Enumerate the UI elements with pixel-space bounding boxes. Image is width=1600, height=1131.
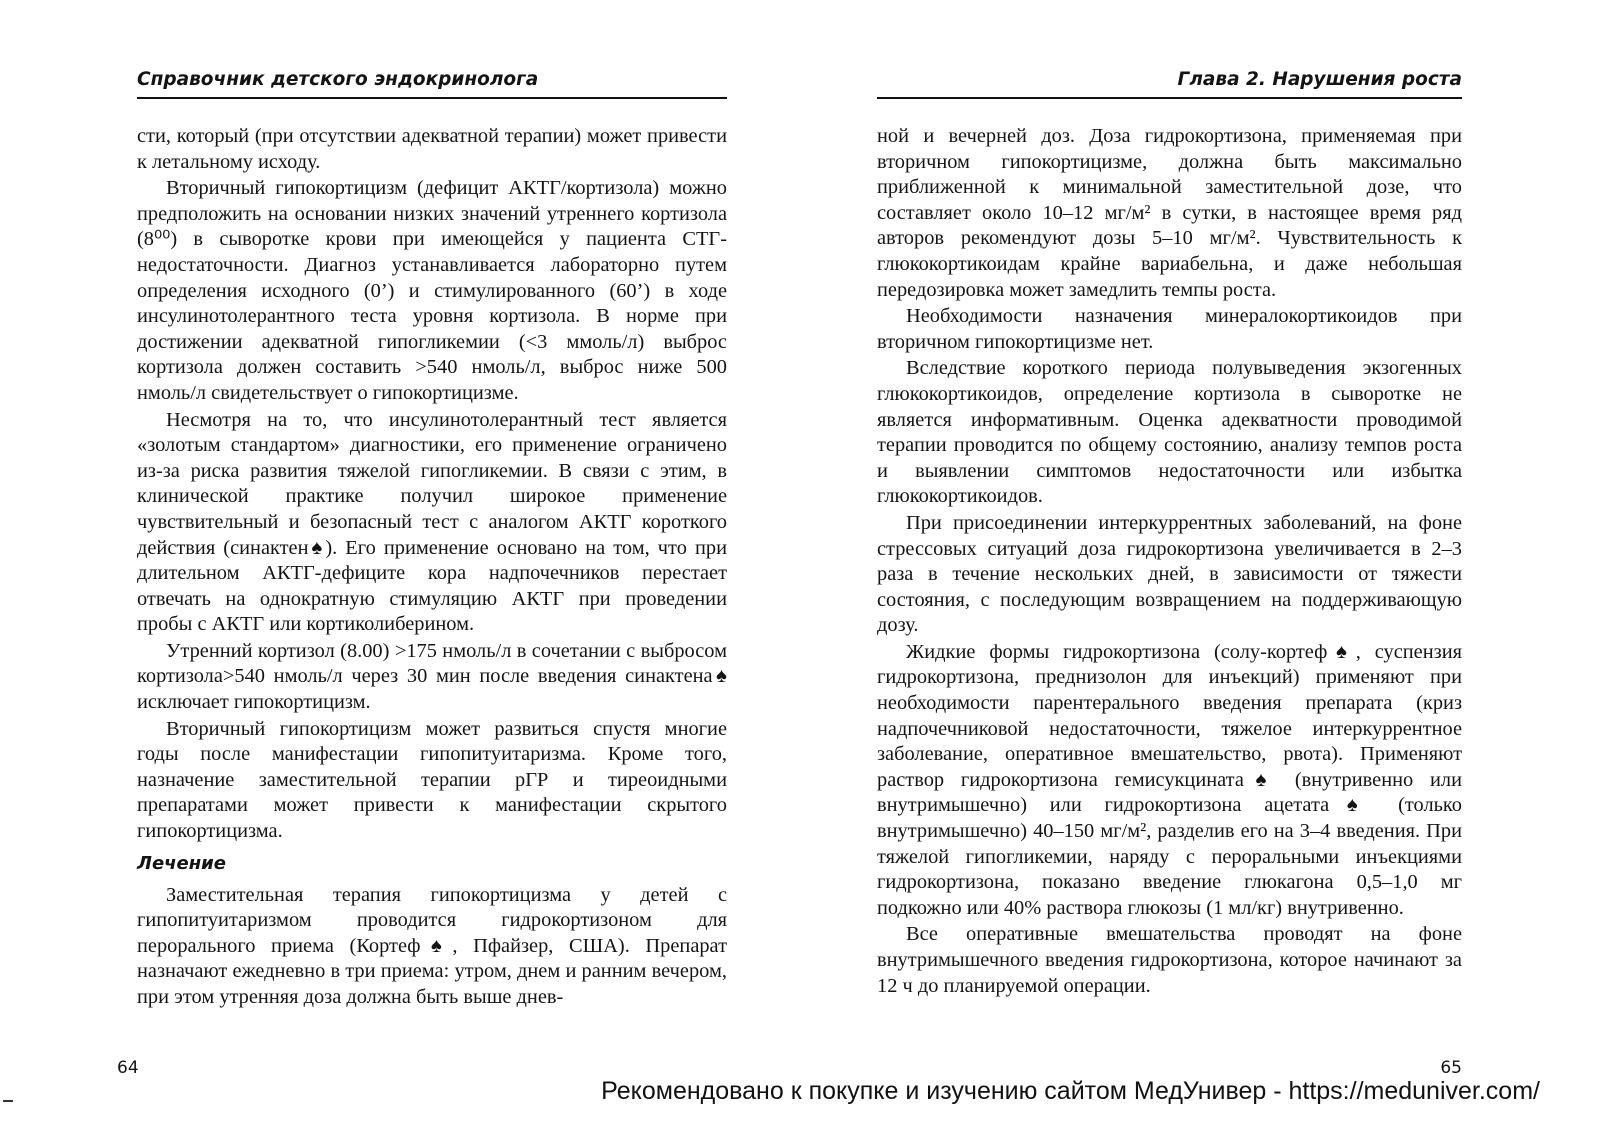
right-page-number: 65: [1440, 1058, 1462, 1078]
right-paragraph-2: Необходимости назначения минералокортикоидов при вторичном гипокортицизме нет.: [877, 305, 1462, 353]
left-running-head: Справочник детского эндокринолога: [137, 68, 727, 99]
left-paragraph-4: Утренний кортизол (8.00) >175 нмоль/л в сочетании с выбросом кортизола>540 нмоль/л через 30 мин после введения синактена♠ исключает гипокортицизм.: [137, 639, 727, 714]
left-page-body: [137, 124, 727, 1012]
left-paragraph-5: Вторичный гипокортицизм может развиться спустя многие годы после манифестации гипопитуитаризма. Кроме того, назначение заместительной терапии рГР и тиреоидными препаратами может привести к манифестации скрытого гипокортицизма.: [137, 717, 727, 843]
scan-edge-mark: [3, 1100, 13, 1102]
right-paragraph-1: ной и вечерней доз. Доза гидрокортизона, применяемая при вторичном гипокортицизме, должна быть максимально приближенной к минимальной заместительной дозе, что составляет около 10–12 мг/м² в сутки, в настоящее время ряд авторов рекомендуют дозы 5–10 мг/м². Чувствительность к глюкокортикоидам крайне вариабельна, и даже небольшая передозировка может замедлить темпы роста.: [877, 125, 1462, 301]
left-page-number: 64: [117, 1058, 139, 1078]
right-paragraph-3: Вследствие короткого периода полувыведения экзогенных глюкокортикоидов, определение кортизола в сыворотке не является информативным. Оценка адекватности проводимой терапии проводится по общему состоянию, анализу темпов роста и выявлении симптомов недостаточности или избытка глюкокортикоидов.: [877, 357, 1462, 508]
right-paragraph-4: При присоединении интеркуррентных заболеваний, на фоне стрессовых ситуаций доза гидрокортизона увеличивается в 2–3 раза в течение нескольких дней, в зависимости от тяжести состояния, с последующим возвращением на поддерживающую дозу.: [877, 511, 1462, 637]
section-subheading: Лечение: [137, 852, 226, 874]
left-paragraph-6: Заместительная терапия гипокортицизма у детей с гипопитуитаризмом проводится гидрокортизоном для перорального приема (Кортеф♠, Пфайзер, США). Препарат назначают ежедневно в три приема: утром, днем и ранним вечером, при этом утренняя доза должна быть выше днев-: [137, 883, 727, 1008]
right-paragraph-5: Жидкие формы гидрокортизона (солу-кортеф♠, суспензия гидрокортизона, преднизолон для инъекций) применяют при необходимости парентерального введения препарата (криз надпочечниковой недостаточности, тяжелое интеркуррентное заболевание, оперативное вмешательство, рвота). Применяют раствор гидрокортизона гемисукцината♠ (внутривенно или внутримышечно) или гидрокортизона ацетата♠ (только внутримышечно) 40–150 мг/м², разделив его на 3–4 введения. При тяжелой гипогликемии, наряду с пероральными инъекциями гидрокортизона, показано введение глюкагона 0,5–1,0 мг подкожно или 40% раствора глюкозы (1 мл/кг) внутривенно.: [877, 640, 1462, 919]
left-paragraph-1: сти, который (при отсутствии адекватной терапии) может привести к летальному исходу.: [137, 125, 727, 173]
watermark-banner: Рекомендовано к покупке и изучению сайтом МедУнивер - https://meduniver.com/: [601, 1077, 1540, 1105]
left-paragraph-2: Вторичный гипокортицизм (дефицит АКТГ/кортизола) можно предположить на основании низких значений утреннего кортизола (8⁰⁰) в сыворотке крови при имеющейся у пациента СТГ-недостаточности. Диагноз устанавливается лабораторно путем определения исходного (0’) и стимулированного (60’) в ходе инсулинотолерантного теста уровня кортизола. В норме при достижении адекватной гипогликемии (<3 ммоль/л) выброс кортизола должен составить >540 нмоль/л, выброс ниже 500 нмоль/л свидетельствует о гипокортицизме.: [137, 177, 727, 404]
left-paragraph-3: Несмотря на то, что инсулинотолерантный тест является «золотым стандартом» диагностики, его применение ограничено из-за риска развития тяжелой гипогликемии. В связи с этим, в клинической практике получил широкое применение чувствительный и безопасный тест с аналогом АКТГ короткого действия (синактен♠). Его применение основано на том, что при длительном АКТГ-дефиците кора надпочечников перестает отвечать на однократную стимуляцию АКТГ при проведении пробы с АКТГ или кортиколиберином.: [137, 408, 727, 636]
right-running-head: Глава 2. Нарушения роста: [877, 68, 1462, 99]
right-page-body: [877, 124, 1462, 1000]
right-paragraph-6: Все оперативные вмешательства проводят на фоне внутримышечного введения гидрокортизона, которое начинают за 12 ч до планируемой операции.: [877, 923, 1462, 997]
